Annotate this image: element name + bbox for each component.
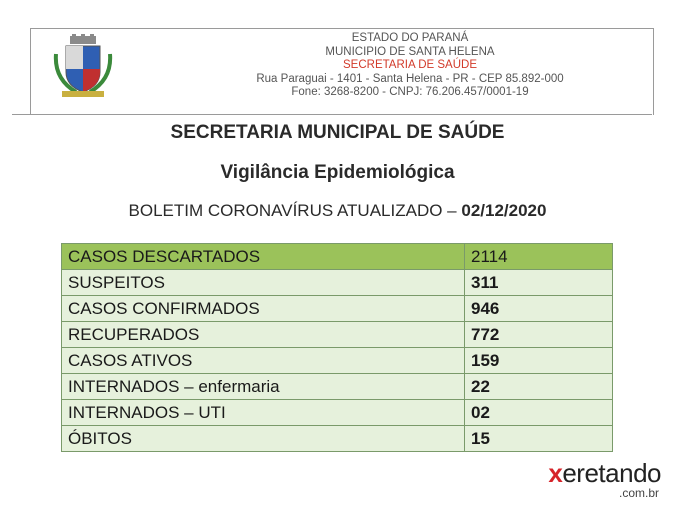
table-row (62, 244, 613, 270)
row-label: INTERNADOS – enfermaria (62, 374, 465, 400)
letterhead-divider (12, 114, 652, 115)
letterhead-contact: Fone: 3268-8200 - CNPJ: 76.206.457/0001-19 (291, 86, 529, 99)
row-label: ÓBITOS (62, 426, 465, 452)
municipal-coat-of-arms (52, 34, 114, 98)
table-row (62, 374, 613, 400)
bulletin-heading-prefix: BOLETIM CORONAVÍRUS ATUALIZADO – (128, 201, 457, 220)
row-label: INTERNADOS – UTI (62, 400, 465, 426)
table-row (62, 296, 613, 322)
row-value: 2114 (465, 244, 613, 270)
letterhead-text (200, 32, 620, 100)
covid-bulletin-table (61, 243, 613, 452)
table-row (62, 348, 613, 374)
watermark-brand-initial: x (548, 458, 563, 488)
row-label: CASOS DESCARTADOS (62, 244, 465, 270)
page-subtitle: Vigilância Epidemiológica (220, 162, 455, 183)
letterhead-address: Rua Paraguai - 1401 - Santa Helena - PR - CEP 85.892-000 (256, 72, 564, 85)
watermark-brand (548, 458, 661, 489)
row-label: SUSPEITOS (62, 270, 465, 296)
row-value: 772 (465, 322, 613, 348)
row-label: CASOS CONFIRMADOS (62, 296, 465, 322)
watermark-brand-rest: eretando (562, 458, 661, 488)
row-label: CASOS ATIVOS (62, 348, 465, 374)
letterhead-municipality: MUNICIPIO DE SANTA HELENA (325, 45, 495, 58)
bulletin-heading (0, 201, 675, 221)
watermark-domain: .com.br (618, 486, 659, 500)
bulletin-date: 02/12/2020 (461, 201, 547, 220)
table-row (62, 270, 613, 296)
watermark-logo (548, 458, 661, 500)
row-value: 22 (465, 374, 613, 400)
page-title: SECRETARIA MUNICIPAL DE SAÚDE (170, 122, 505, 143)
row-value: 15 (465, 426, 613, 452)
row-value: 311 (465, 270, 613, 296)
row-value: 946 (465, 296, 613, 322)
row-label: RECUPERADOS (62, 322, 465, 348)
row-value: 02 (465, 400, 613, 426)
row-value: 159 (465, 348, 613, 374)
letterhead-state: ESTADO DO PARANÁ (351, 32, 469, 44)
letterhead-department: SECRETARIA DE SAÚDE (343, 59, 477, 72)
table-row (62, 426, 613, 452)
table-row (62, 400, 613, 426)
table-row (62, 322, 613, 348)
